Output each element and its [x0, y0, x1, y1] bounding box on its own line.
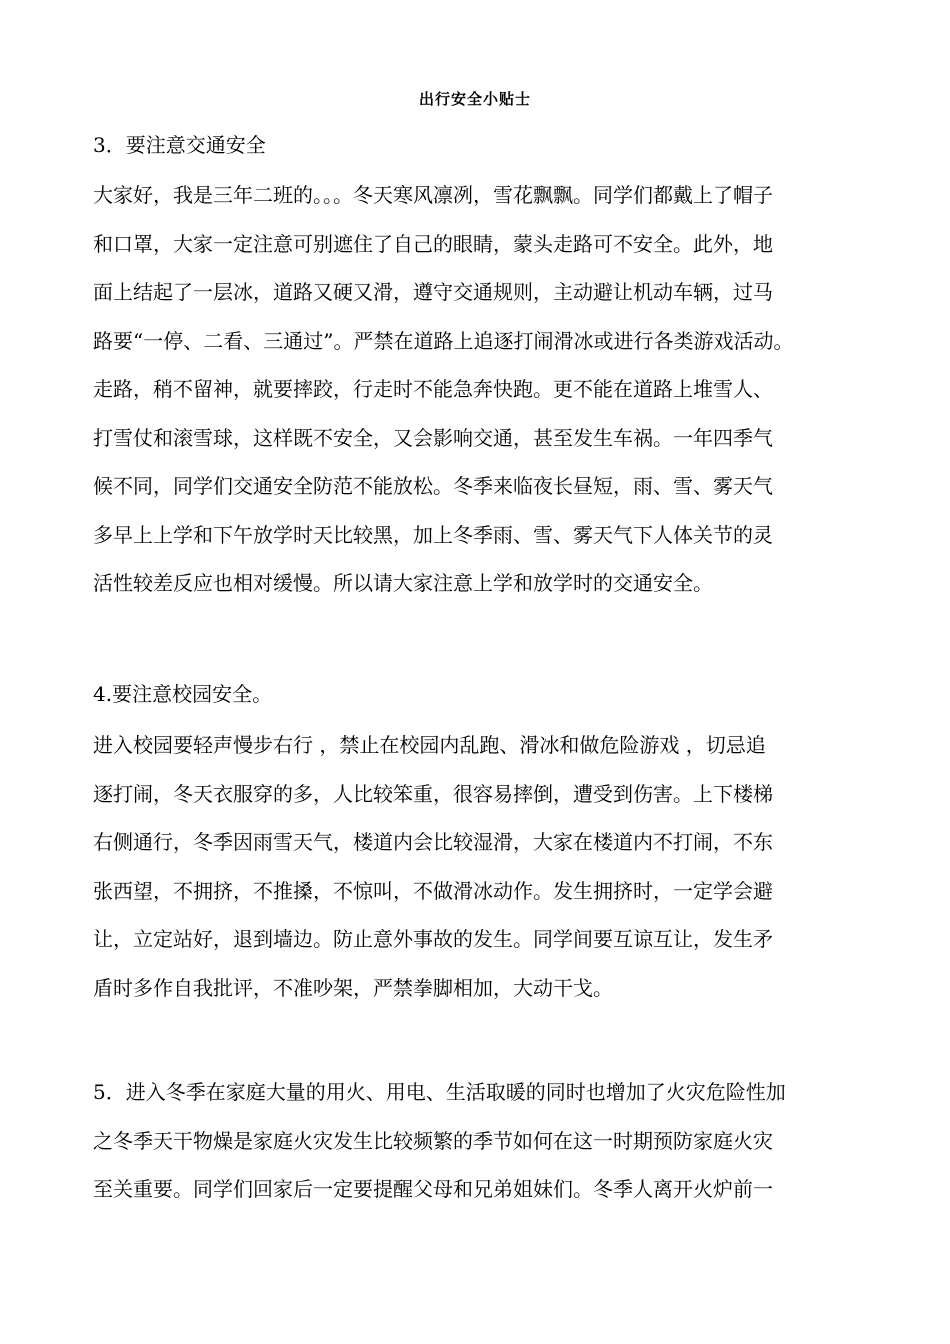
text-line: 走路，稍不留神，就要摔跤，行走时不能急奔快跑。更不能在道路上堆雪人、 [93, 377, 773, 401]
text-line: 进入校园要轻声慢步右行 ，禁止在校园内乱跑、滑冰和做危险游戏 ，切忌追 [93, 733, 766, 757]
text-line: 面上结起了一层冰，道路又硬又滑，遵守交通规则，主动避让机动车辆，过马 [93, 280, 773, 304]
text-line: 5．进入冬季在家庭大量的用火、用电、生活取暖的同时也增加了火灾危险性加 [93, 1080, 786, 1104]
text-line: 盾时多作自我批评，不准吵架，严禁拳脚相加，大动干戈。 [93, 975, 613, 1000]
text-line: 右侧通行，冬季因雨雪天气，楼道内会比较湿滑，大家在楼道内不打闹，不东 [93, 830, 773, 854]
text-line: 逐打闹，冬天衣服穿的多，人比较笨重，很容易摔倒，遭受到伤害。上下楼梯 [93, 781, 773, 806]
text-line: 之冬季天干物燥是家庭火灾发生比较频繁的季节如何在这一时期预防家庭火灾 [93, 1128, 773, 1153]
text-line: 路要“一停、二看、三通过”。严禁在道路上追逐打闹滑冰或进行各类游戏活动。 [93, 328, 794, 353]
page-title: 出行安全小贴士 [418, 90, 531, 108]
text-line: 大家好，我是三年二班的。。。冬天寒风凛冽，雪花飘飘。同学们都戴上了帽子 [93, 183, 773, 207]
text-line: 活性较差反应也相对缓慢。所以请大家注意上学和放学时的交通安全。 [93, 571, 713, 595]
text-line: 和口罩，大家一定注意可别遮住了自己的眼睛，蒙头走路可不安全。此外，地 [93, 231, 773, 256]
text-line: 张西望，不拥挤，不推搡，不惊叫，不做滑冰动作。发生拥挤时，一定学会避 [93, 878, 773, 903]
section-heading-traffic: 3．要注意交通安全 [93, 133, 266, 157]
paragraph-campus [93, 733, 883, 1024]
text-line: 打雪仗和滚雪球，这样既不安全，又会影响交通，甚至发生车祸。一年四季气 [93, 425, 773, 450]
text-line: 多早上上学和下午放学时天比较黑，加上冬季雨、雪、雾天气下人体关节的灵 [93, 522, 773, 547]
text-line: 至关重要。同学们回家后一定要提醒父母和兄弟姐妹们。冬季人离开火炉前一 [93, 1177, 773, 1201]
text-line: 让，立定站好，退到墙边。防止意外事故的发生。同学间要互谅互让，发生矛 [93, 927, 773, 951]
paragraph-traffic [93, 183, 883, 620]
text-line: 候不同，同学们交通安全防范不能放松。冬季来临夜长昼短，雨、雪、雾天气 [93, 474, 773, 498]
section-heading-campus: 4.要注意校园安全。 [93, 682, 273, 706]
paragraph-home-fire [93, 1080, 883, 1226]
